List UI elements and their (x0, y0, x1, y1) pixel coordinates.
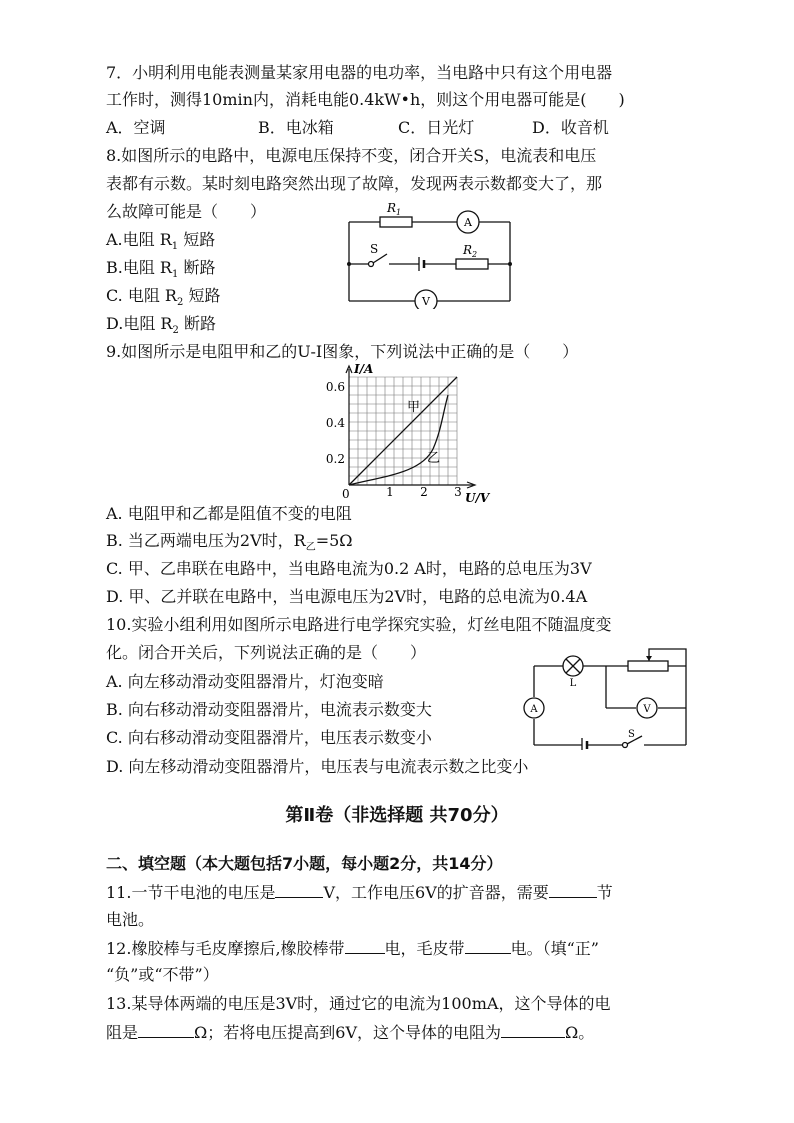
q9-option-a: A. 电阻甲和乙都是阻值不变的电阻 (106, 504, 352, 523)
q7-stem-line1: 7．小明利用电能表测量某家用电器的电功率，当电路中只有这个用电器 (106, 63, 613, 82)
q9-ytick-02: 0.2 (325, 452, 345, 466)
q10-ammeter-label: A (530, 704, 538, 715)
q7-option-a: A．空调 (106, 118, 166, 137)
q8-switch-icon (369, 262, 374, 267)
q8-ammeter-label: A (464, 216, 472, 229)
q9-option-d: D. 甲、乙并联在电路中，当电源电压为2V时，电路的总电流为0.4A (106, 587, 588, 606)
q8-resistor-r2 (456, 259, 488, 269)
q10-switch-icon (623, 743, 628, 748)
q10-option-a: A. 向左移动滑动变阻器滑片，灯泡变暗 (106, 672, 384, 691)
q11-line2: 电池。 (106, 910, 155, 929)
q10-option-b: B. 向右移动滑动变阻器滑片，电流表示数变大 (106, 700, 432, 719)
q9-option-c: C. 甲、乙串联在电路中，当电路电流为0.2 A时，电路的总电压为3V (106, 559, 592, 578)
q13-line2: 阻是 Ω；若将电压提高到6V，这个导体的电阻为 Ω。 (106, 1023, 595, 1042)
q11-blank-1[interactable] (275, 881, 323, 898)
q9-ui-graph (315, 363, 500, 505)
q10-voltmeter-label: V (643, 704, 651, 715)
q9-xtick-3: 3 (454, 485, 462, 499)
q10-rheostat-icon (628, 661, 668, 671)
q9-origin-label: 0 (342, 487, 350, 501)
q9-xtick-1: 1 (386, 485, 394, 499)
q8-r2-label: $R_2$ (463, 243, 478, 259)
q9-label-jia: 甲 (407, 400, 421, 415)
section-heading: 二、填空题（本大题包括7小题，每小题2分，共14分） (106, 854, 503, 873)
q8-switch-label: S (370, 242, 379, 256)
q8-option-a: A.电阻 $R_1$ 短路 (106, 230, 216, 253)
q10-lamp-label: L (569, 678, 577, 689)
q10-switch-label: S (628, 729, 635, 740)
q8-option-d: D.电阻 $R_2$ 断路 (106, 314, 216, 337)
q13-blank-1[interactable] (138, 1021, 194, 1038)
q8-option-b: B.电阻 $R_1$ 断路 (106, 258, 216, 281)
q10-stem-line1: 10.实验小组利用如图所示电路进行电学探究实验，灯丝电阻不随温度变 (106, 615, 612, 634)
q8-stem-line2: 表都有示数。某时刻电路突然出现了故障，发现两表示数都变大了，那 (106, 174, 603, 193)
q8-circuit-diagram (340, 197, 520, 309)
q9-xtick-2: 2 (420, 485, 428, 499)
q7-option-c: C．日光灯 (398, 118, 475, 137)
q12-line1: 12.橡胶棒与毛皮摩擦后,橡胶棒带 电，毛皮带 电。（填“正” (106, 939, 599, 958)
q9-x-axis-label: U/V (465, 491, 490, 505)
q10-option-c: C. 向右移动滑动变阻器滑片，电压表示数变小 (106, 728, 432, 747)
q7-option-b: B．电冰箱 (258, 118, 334, 137)
q9-stem: 9.如图所示是电阻甲和乙的U-I图象，下列说法中正确的是（ ） (106, 342, 579, 361)
q13-blank-2[interactable] (501, 1021, 565, 1038)
q8-resistor-r1 (380, 217, 412, 227)
q9-ytick-06: 0.6 (325, 380, 345, 394)
q12-line2: “负”或“不带”） (106, 965, 219, 984)
q10-circuit-diagram (518, 638, 696, 750)
q13-line1: 13.某导体两端的电压是3V时，通过它的电流为100mA，这个导体的电 (106, 994, 611, 1013)
q8-stem-line3: 么故障可能是（ ） (106, 202, 267, 221)
q10-option-d: D. 向左移动滑动变阻器滑片，电压表与电流表示数之比变小 (106, 757, 529, 776)
q8-option-c: C. 电阻 $R_2$ 短路 (106, 286, 221, 309)
q7-option-d: D．收音机 (532, 118, 609, 137)
q12-blank-2[interactable] (465, 937, 511, 954)
q7-stem-line2: 工作时，测得10min内，消耗电能0.4kW•h，则这个用电器可能是( ) (106, 90, 625, 109)
q12-blank-1[interactable] (345, 937, 385, 954)
section-title: 第Ⅱ卷（非选择题 共70分） (285, 805, 509, 826)
q10-stem-line2: 化。闭合开关后，下列说法正确的是（ ） (106, 643, 427, 662)
q9-y-axis-label: I/A (354, 363, 374, 376)
q11-line1: 11.一节干电池的电压是 V，工作电压6V的扩音器，需要 节 (106, 883, 613, 902)
q11-blank-2[interactable] (549, 881, 597, 898)
q8-stem-line1: 8.如图所示的电路中，电源电压保持不变，闭合开关S，电流表和电压 (106, 146, 597, 165)
q8-r1-label: $R_1$ (387, 201, 402, 217)
q9-option-b: B. 当乙两端电压为2V时，$R_乙=5\Omega$ (106, 531, 353, 554)
q8-voltmeter-label: V (422, 295, 430, 308)
q9-label-yi: 乙 (427, 451, 441, 466)
q9-ytick-04: 0.4 (325, 416, 345, 430)
